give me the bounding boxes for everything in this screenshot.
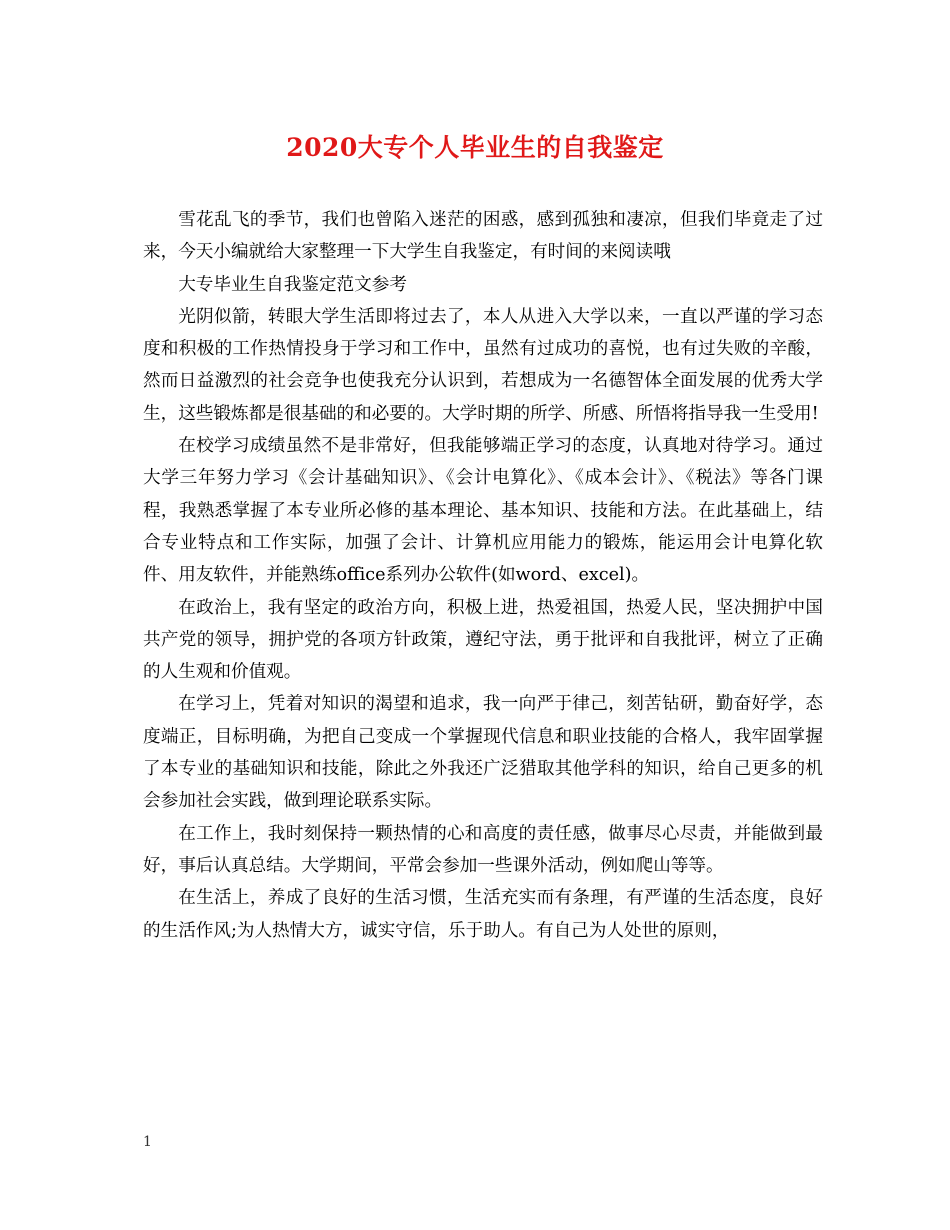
document-body bbox=[143, 204, 823, 947]
paragraph-intro: 雪花乱飞的季节，我们也曾陷入迷茫的困惑，感到孤独和凄凉，但我们毕竟走了过来，今天小编就给大家整理一下大学生自我鉴定，有时间的来阅读哦 bbox=[143, 210, 823, 263]
paragraph-overview: 光阴似箭，转眼大学生活即将过去了，本人从进入大学以来，一直以严谨的学习态度和积极的工作热情投身于学习和工作中，虽然有过成功的喜悦，也有过失败的辛酸，然而日益激烈的社会竞争也使我充分认识到，若想成为一名德智体全面发展的优秀大学生，这些锻炼都是很基础的和必要的。大学时期的所学、所感、所悟将指导我一生受用! bbox=[143, 306, 823, 424]
paragraph-learning: 在学习上，凭着对知识的渴望和追求，我一向严于律己，刻苦钻研，勤奋好学，态度端正，目标明确，为把自己变成一个掌握现代信息和职业技能的合格人，我牢固掌握了本专业的基础知识和技能，除此之外我还广泛猎取其他学科的知识，给自己更多的机会参加社会实践，做到理论联系实际。 bbox=[143, 694, 823, 812]
page-number: 1 bbox=[143, 1134, 152, 1150]
paragraph-life: 在生活上，养成了良好的生活习惯，生活充实而有条理，有严谨的生活态度，良好的生活作风;为人热情大方，诚实守信，乐于助人。有自己为人处世的原则， bbox=[143, 888, 823, 941]
paragraph-study-results: 在校学习成绩虽然不是非常好，但我能够端正学习的态度，认真地对待学习。通过大学三年努力学习《会计基础知识》、《会计电算化》、《成本会计》、《税法》等各门课程，我熟悉掌握了本专业所必修的基本理论、基本知识、技能和方法。在此基础上，结合专业特点和工作实际，加强了会计、计算机应用能力的锻炼，能运用会计电算化软件、用友软件，并能熟练office系列办公软件(如word、excel)。 bbox=[143, 436, 823, 586]
paragraph-work: 在工作上，我时刻保持一颗热情的心和高度的责任感，做事尽心尽责，并能做到最好，事后认真总结。大学期间，平常会参加一些课外活动，例如爬山等等。 bbox=[143, 823, 823, 876]
paragraph-politics: 在政治上，我有坚定的政治方向，积极上进，热爱祖国，热爱人民，坚决拥护中国共产党的领导，拥护党的各项方针政策，遵纪守法，勇于批评和自我批评，树立了正确的人生观和价值观。 bbox=[143, 597, 823, 683]
paragraph-subheading: 大专毕业生自我鉴定范文参考 bbox=[178, 274, 407, 295]
document-title: 2020大专个人毕业生的自我鉴定 bbox=[286, 133, 664, 162]
